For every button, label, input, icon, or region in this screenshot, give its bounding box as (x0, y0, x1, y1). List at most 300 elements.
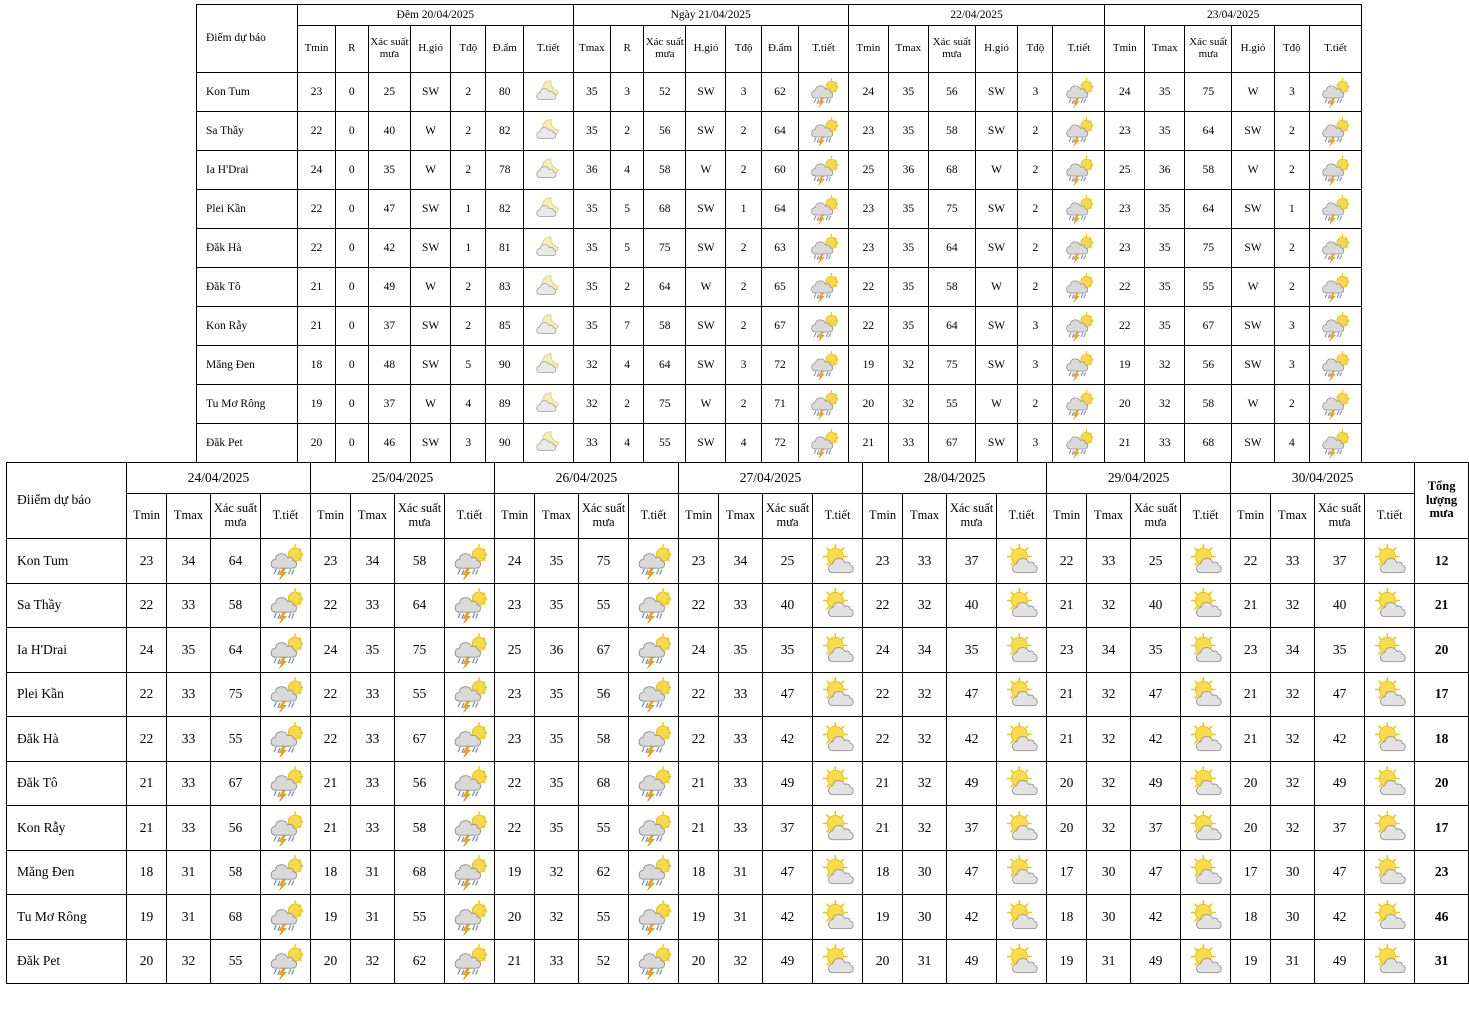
table-1-value-cell-d21-4: 3 (726, 73, 761, 112)
table-2-rainprob-2: 56 (579, 672, 629, 717)
forecast-table-1 (196, 4, 1362, 463)
table-1-value-cell-d23-3: SW (1232, 229, 1274, 268)
table-1-value-cell-d23-4: 3 (1274, 73, 1309, 112)
night-cloud-icon (524, 155, 573, 185)
table-1-value-cell-d23-0: 20 (1105, 385, 1145, 424)
table-2-place-name: Kon Tum (7, 539, 127, 584)
table-2-tmax-6: 32 (1271, 806, 1315, 851)
table-1-value-cell-d22-0: 20 (848, 385, 888, 424)
table-2-rainprob-0: 56 (211, 806, 261, 851)
col-winddir-d20: H.gió (411, 26, 451, 73)
table-1-value-cell-d23-4: 1 (1274, 190, 1309, 229)
table-2-column-header-row (7, 494, 1469, 539)
table-1-value-cell-d20-5: 82 (486, 190, 524, 229)
table-2-total-rain-value: 17 (1415, 806, 1469, 851)
table-2-rainprob-0: 55 (211, 717, 261, 762)
table-2-tmin-4: 22 (863, 672, 903, 717)
thunderstorm-icon (799, 155, 847, 185)
table-2-tmin-4: 20 (863, 939, 903, 984)
thunderstorm-icon (629, 587, 678, 623)
table-2-total-rain-value: 18 (1415, 717, 1469, 762)
table-2-col-header-5-1: Tmax (1087, 494, 1131, 539)
table-1-value-cell-d20-0: 22 (298, 190, 336, 229)
table-2-weather-icon-cell-2 (629, 539, 679, 584)
table-2-tmax-0: 35 (167, 628, 211, 673)
table-2-rainprob-0: 64 (211, 539, 261, 584)
table-1-value-cell-d23-2: 64 (1185, 112, 1232, 151)
table-2-rainprob-0: 67 (211, 761, 261, 806)
table-1-value-cell-d22-0: 19 (848, 346, 888, 385)
thunderstorm-icon (1053, 311, 1104, 341)
table-1-value-cell-d21-1: 2 (611, 385, 644, 424)
table-2-tmin-5: 21 (1047, 583, 1087, 628)
table-2-rainprob-2: 58 (579, 717, 629, 762)
table-2-weather-icon-cell-4 (997, 761, 1047, 806)
table-1-value-cell-d21-4: 2 (726, 385, 761, 424)
table-2-tmin-6: 21 (1231, 672, 1271, 717)
col-tmin-d20: Tmin (298, 26, 336, 73)
table-1-value-cell-d20-2: 42 (368, 229, 410, 268)
thunderstorm-icon (1053, 272, 1104, 302)
table-2-rainprob-2: 67 (579, 628, 629, 673)
table-1-value-cell-d20-1: 0 (335, 73, 368, 112)
table-1-value-cell-d23-2: 75 (1185, 229, 1232, 268)
table-1-value-cell-d23-3: SW (1232, 190, 1274, 229)
table-1-value-cell-d22-1: 35 (888, 190, 928, 229)
table-1-weather-icon-cell-d21 (799, 307, 848, 346)
sun-behind-cloud-icon (813, 587, 862, 623)
table-1-value-cell-d21-1: 5 (611, 190, 644, 229)
thunderstorm-icon (1310, 428, 1361, 458)
table-2-tmin-0: 20 (127, 939, 167, 984)
table-1-value-cell-d20-5: 83 (486, 268, 524, 307)
table-2-col-header-6-2: Xác suất mưa (1315, 494, 1365, 539)
table-1-value-cell-d20-3: W (411, 151, 451, 190)
table-1-weather-icon-cell-d23 (1309, 307, 1361, 346)
table-1-value-cell-d23-0: 22 (1105, 307, 1145, 346)
table-1-value-cell-d22-2: 58 (928, 268, 975, 307)
table-1-value-cell-d21-1: 5 (611, 229, 644, 268)
table-2-col-header-3-0: Tmin (679, 494, 719, 539)
table-2-col-header-2-3: T.tiết (629, 494, 679, 539)
table-1-value-cell-d22-0: 25 (848, 151, 888, 190)
table-2-rainprob-2: 55 (579, 806, 629, 851)
table-2-weather-icon-cell-3 (813, 850, 863, 895)
thunderstorm-icon (799, 77, 847, 107)
table-1-value-cell-d20-4: 2 (451, 268, 486, 307)
table-1-value-cell-d20-3: SW (411, 307, 451, 346)
table-2-tmin-0: 22 (127, 672, 167, 717)
table-1-value-cell-d22-3: W (975, 385, 1017, 424)
table-2-rainprob-3: 49 (763, 939, 813, 984)
table-1-value-cell-d23-0: 23 (1105, 112, 1145, 151)
table-2-col-header-1-3: T.tiết (445, 494, 495, 539)
table-1-value-cell-d23-1: 35 (1145, 307, 1185, 346)
table-1-place-name: Kon Rẫy (197, 307, 298, 346)
table-2-col-header-0-0: Tmin (127, 494, 167, 539)
col-windlevel-d22: Tđộ (1018, 26, 1053, 73)
table-2-tmin-6: 20 (1231, 806, 1271, 851)
sun-behind-cloud-icon (997, 632, 1046, 668)
table-2-tmin-2: 23 (495, 717, 535, 762)
col-tmax-d21: Tmax (573, 26, 611, 73)
col-winddir-d23: H.gió (1232, 26, 1274, 73)
table-1-value-cell-d23-2: 58 (1185, 385, 1232, 424)
table-1-place-name: Măng Đen (197, 346, 298, 385)
night-cloud-icon (524, 116, 573, 146)
table-2-rainprob-6: 40 (1315, 583, 1365, 628)
col-weather-d21: T.tiết (799, 26, 848, 73)
table-1-value-cell-d22-3: SW (975, 112, 1017, 151)
thunderstorm-icon (1053, 428, 1104, 458)
table-2-tmax-4: 30 (903, 895, 947, 940)
table-1-value-cell-d20-3: W (411, 268, 451, 307)
table-1-value-cell-d23-0: 23 (1105, 190, 1145, 229)
table-2-tmax-2: 35 (535, 806, 579, 851)
table-1-value-cell-d21-3: W (686, 385, 726, 424)
table-2-tmin-3: 22 (679, 717, 719, 762)
table-1-weather-icon-cell-d22 (1053, 73, 1105, 112)
table-2-tmin-3: 22 (679, 583, 719, 628)
table-2-tmin-1: 22 (311, 717, 351, 762)
table-2-tmin-5: 23 (1047, 628, 1087, 673)
table-1-weather-icon-cell-d20 (524, 346, 574, 385)
table-2-tmin-0: 22 (127, 583, 167, 628)
table-1-value-cell-d20-1: 0 (335, 268, 368, 307)
table-1-value-cell-d23-1: 35 (1145, 112, 1185, 151)
table-1-value-cell-d23-2: 75 (1185, 73, 1232, 112)
table-2-tmax-6: 33 (1271, 539, 1315, 584)
table-1-place-name: Sa Thầy (197, 112, 298, 151)
table-2-place-name: Ia H'Drai (7, 628, 127, 673)
thunderstorm-icon (629, 810, 678, 846)
sun-behind-cloud-icon (1365, 721, 1414, 757)
table-1-value-cell-d21-1: 2 (611, 268, 644, 307)
table-2-rainprob-4: 42 (947, 895, 997, 940)
sun-behind-cloud-icon (813, 810, 862, 846)
thunderstorm-icon (629, 765, 678, 801)
table-2-tmax-2: 35 (535, 583, 579, 628)
table-1-value-cell-d20-5: 90 (486, 346, 524, 385)
table-1-value-cell-d21-4: 1 (726, 190, 761, 229)
table-2-rainprob-5: 42 (1131, 717, 1181, 762)
table-1-value-cell-d22-4: 3 (1018, 73, 1053, 112)
table-1-value-cell-d20-5: 81 (486, 229, 524, 268)
table-2-tmax-4: 32 (903, 672, 947, 717)
table-1-header (197, 5, 1362, 73)
sun-behind-cloud-icon (1365, 543, 1414, 579)
sun-behind-cloud-icon (1181, 676, 1230, 712)
table-2-weather-icon-cell-4 (997, 717, 1047, 762)
night-cloud-icon (524, 77, 573, 107)
table-2-tmin-1: 22 (311, 583, 351, 628)
sun-behind-cloud-icon (1181, 587, 1230, 623)
table-2-rainprob-1: 68 (395, 850, 445, 895)
table-1-value-cell-d22-1: 35 (888, 268, 928, 307)
table-2-total-rain-value: 21 (1415, 583, 1469, 628)
table-1-value-cell-d20-4: 2 (451, 151, 486, 190)
night-cloud-icon (524, 350, 573, 380)
table-2-rainprob-4: 47 (947, 672, 997, 717)
thunderstorm-icon (629, 943, 678, 979)
table-1-value-cell-d23-4: 2 (1274, 268, 1309, 307)
table-2-place-name: Măng Đen (7, 850, 127, 895)
table-2-tmax-6: 30 (1271, 850, 1315, 895)
table-2-weather-icon-cell-1 (445, 539, 495, 584)
table-2-tmax-1: 31 (351, 850, 395, 895)
table-2-weather-icon-cell-5 (1181, 806, 1231, 851)
table-2-total-rain-value: 46 (1415, 895, 1469, 940)
table-2-rainprob-0: 75 (211, 672, 261, 717)
table-2-col-header-4-0: Tmin (863, 494, 903, 539)
table-2-tmin-3: 23 (679, 539, 719, 584)
table-row (197, 112, 1362, 151)
col-tmin-d23: Tmin (1105, 26, 1145, 73)
table-2-weather-icon-cell-6 (1365, 539, 1415, 584)
table-2-weather-icon-cell-5 (1181, 717, 1231, 762)
table-2-tmin-0: 21 (127, 761, 167, 806)
table-2-weather-icon-cell-1 (445, 761, 495, 806)
thunderstorm-icon (261, 632, 310, 668)
table-2-rainprob-4: 49 (947, 939, 997, 984)
table-1-weather-icon-cell-d22 (1053, 346, 1105, 385)
table-2-tmin-6: 23 (1231, 628, 1271, 673)
table-1-weather-icon-cell-d22 (1053, 151, 1105, 190)
table-1-value-cell-d21-5: 64 (761, 190, 799, 229)
thunderstorm-icon (799, 194, 847, 224)
table-1-value-cell-d23-0: 23 (1105, 229, 1145, 268)
table-1-value-cell-d22-1: 35 (888, 73, 928, 112)
table-1-value-cell-d22-1: 35 (888, 112, 928, 151)
table-1-value-cell-d22-2: 75 (928, 346, 975, 385)
table-2-weather-icon-cell-2 (629, 806, 679, 851)
table-2-tmax-3: 32 (719, 939, 763, 984)
table-2-rainprob-5: 40 (1131, 583, 1181, 628)
table-2-rainprob-2: 75 (579, 539, 629, 584)
thunderstorm-icon (799, 116, 847, 146)
table-2-rainprob-1: 64 (395, 583, 445, 628)
table-2-col-header-5-2: Xác suất mưa (1131, 494, 1181, 539)
table-2-tmax-2: 32 (535, 895, 579, 940)
table-2-weather-icon-cell-2 (629, 628, 679, 673)
table-2-tmax-0: 33 (167, 672, 211, 717)
table-1-value-cell-d21-5: 63 (761, 229, 799, 268)
table-2-col-header-1-1: Tmax (351, 494, 395, 539)
table-2-tmax-3: 33 (719, 583, 763, 628)
table-1-value-cell-d21-3: SW (686, 346, 726, 385)
table-row (7, 895, 1469, 940)
table-1-value-cell-d20-4: 1 (451, 229, 486, 268)
table-2-rainprob-3: 25 (763, 539, 813, 584)
sun-behind-cloud-icon (1365, 632, 1414, 668)
table-row (7, 672, 1469, 717)
table-1-value-cell-d22-3: SW (975, 307, 1017, 346)
table-2-tmax-4: 32 (903, 717, 947, 762)
sun-behind-cloud-icon (1181, 765, 1230, 801)
table-1-value-cell-d20-3: SW (411, 346, 451, 385)
table-2-rainprob-3: 40 (763, 583, 813, 628)
sun-behind-cloud-icon (997, 899, 1046, 935)
thunderstorm-icon (445, 543, 494, 579)
sun-behind-cloud-icon (813, 854, 862, 890)
table-2-rainprob-3: 42 (763, 895, 813, 940)
table-2-tmin-1: 19 (311, 895, 351, 940)
table-2-weather-icon-cell-0 (261, 672, 311, 717)
table-1-value-cell-d20-2: 47 (368, 190, 410, 229)
table-1-value-cell-d23-4: 3 (1274, 307, 1309, 346)
table-1-weather-icon-cell-d23 (1309, 112, 1361, 151)
thunderstorm-icon (445, 943, 494, 979)
table-1-value-cell-d20-1: 0 (335, 385, 368, 424)
sun-behind-cloud-icon (997, 721, 1046, 757)
table-1-value-cell-d22-2: 64 (928, 229, 975, 268)
table-2-tmax-5: 32 (1087, 761, 1131, 806)
table-2-col-header-4-1: Tmax (903, 494, 947, 539)
table-2-weather-icon-cell-4 (997, 895, 1047, 940)
table-2-tmax-3: 33 (719, 761, 763, 806)
sun-behind-cloud-icon (997, 676, 1046, 712)
table-2-date-group-3: 27/04/2025 (679, 463, 863, 494)
table-1-value-cell-d20-0: 18 (298, 346, 336, 385)
thunderstorm-icon (629, 543, 678, 579)
table-2-tmin-3: 19 (679, 895, 719, 940)
table-1-value-cell-d21-1: 4 (611, 346, 644, 385)
table-2-col-header-2-2: Xác suất mưa (579, 494, 629, 539)
table-1-weather-icon-cell-d21 (799, 385, 848, 424)
table-2-weather-icon-cell-5 (1181, 761, 1231, 806)
sun-behind-cloud-icon (813, 721, 862, 757)
table-1-value-cell-d22-0: 23 (848, 229, 888, 268)
table-2-tmin-0: 19 (127, 895, 167, 940)
table-1-value-cell-d23-4: 4 (1274, 424, 1309, 463)
sun-behind-cloud-icon (997, 543, 1046, 579)
table-2-weather-icon-cell-4 (997, 583, 1047, 628)
table-1-weather-icon-cell-d22 (1053, 268, 1105, 307)
table-2-weather-icon-cell-6 (1365, 717, 1415, 762)
sun-behind-cloud-icon (1181, 632, 1230, 668)
table-1-weather-icon-cell-d22 (1053, 112, 1105, 151)
table-2-tmin-3: 22 (679, 672, 719, 717)
table-1-value-cell-d23-3: SW (1232, 346, 1274, 385)
thunderstorm-icon (261, 899, 310, 935)
table-2-rainprob-1: 67 (395, 717, 445, 762)
table-1-value-cell-d23-0: 24 (1105, 73, 1145, 112)
thunderstorm-icon (629, 899, 678, 935)
table-1-value-cell-d23-3: W (1232, 73, 1274, 112)
table-1-weather-icon-cell-d23 (1309, 268, 1361, 307)
table-1-value-cell-d21-1: 3 (611, 73, 644, 112)
table-1-value-cell-d21-3: SW (686, 307, 726, 346)
table-1-value-cell-d20-2: 37 (368, 385, 410, 424)
thunderstorm-icon (629, 676, 678, 712)
table-2-rainprob-2: 62 (579, 850, 629, 895)
table-2-weather-icon-cell-2 (629, 672, 679, 717)
table-1-value-cell-d21-3: SW (686, 424, 726, 463)
col-rainprob-d23: Xác suất mưa (1185, 26, 1232, 73)
table-2-rainprob-0: 55 (211, 939, 261, 984)
table-1-row-header-label: Điểm dự báo (197, 5, 298, 73)
thunderstorm-icon (261, 587, 310, 623)
table-1-value-cell-d23-1: 33 (1145, 424, 1185, 463)
table-1-value-cell-d21-2: 52 (644, 73, 686, 112)
table-1-value-cell-d21-1: 4 (611, 424, 644, 463)
col-tmin-d22: Tmin (848, 26, 888, 73)
table-2-rainprob-1: 58 (395, 806, 445, 851)
thunderstorm-icon (1053, 77, 1104, 107)
thunderstorm-icon (445, 810, 494, 846)
table-1-value-cell-d22-4: 3 (1018, 307, 1053, 346)
night-cloud-icon (524, 272, 573, 302)
table-1-value-cell-d21-5: 72 (761, 346, 799, 385)
table-1-weather-icon-cell-d20 (524, 190, 574, 229)
thunderstorm-icon (1310, 116, 1361, 146)
table-1-value-cell-d22-2: 67 (928, 424, 975, 463)
sun-behind-cloud-icon (813, 676, 862, 712)
table-2-rainprob-2: 52 (579, 939, 629, 984)
table-2-tmin-3: 24 (679, 628, 719, 673)
table-2-rainprob-2: 68 (579, 761, 629, 806)
table-2-total-rain-value: 23 (1415, 850, 1469, 895)
table-1-value-cell-d21-2: 58 (644, 151, 686, 190)
table-1-value-cell-d23-4: 2 (1274, 112, 1309, 151)
table-1-value-cell-d20-1: 0 (335, 346, 368, 385)
table-2-tmax-6: 31 (1271, 939, 1315, 984)
thunderstorm-icon (799, 311, 847, 341)
table-1-value-cell-d23-2: 67 (1185, 307, 1232, 346)
table-1-value-cell-d23-3: SW (1232, 424, 1274, 463)
table-2-tmin-1: 20 (311, 939, 351, 984)
table-2-tmin-5: 22 (1047, 539, 1087, 584)
table-2-place-name: Sa Thầy (7, 583, 127, 628)
col-tmax-d23: Tmax (1145, 26, 1185, 73)
table-2-weather-icon-cell-2 (629, 850, 679, 895)
table-2-rainprob-6: 35 (1315, 628, 1365, 673)
table-2-tmax-5: 32 (1087, 583, 1131, 628)
table-1-value-cell-d21-0: 35 (573, 73, 611, 112)
sun-behind-cloud-icon (1365, 587, 1414, 623)
table-1-value-cell-d21-5: 62 (761, 73, 799, 112)
table-1-value-cell-d23-4: 2 (1274, 151, 1309, 190)
table-2-tmin-2: 24 (495, 539, 535, 584)
thunderstorm-icon (1053, 116, 1104, 146)
table-2-date-header-row (7, 463, 1469, 494)
col-rainprob-d20: Xác suất mưa (368, 26, 410, 73)
table-1-value-cell-d20-1: 0 (335, 229, 368, 268)
table-2-tmax-2: 35 (535, 672, 579, 717)
table-2-tmax-0: 34 (167, 539, 211, 584)
table-1-value-cell-d22-0: 21 (848, 424, 888, 463)
table-2-tmax-4: 33 (903, 539, 947, 584)
table-2-weather-icon-cell-5 (1181, 539, 1231, 584)
col-humidity-d20: Đ.ẩm (486, 26, 524, 73)
table-2-weather-icon-cell-0 (261, 939, 311, 984)
table-2-weather-icon-cell-6 (1365, 850, 1415, 895)
table-1-value-cell-d22-3: W (975, 151, 1017, 190)
forecast-table-2 (6, 462, 1469, 984)
table-2-weather-icon-cell-1 (445, 628, 495, 673)
table-1-value-cell-d21-3: W (686, 268, 726, 307)
table-row (7, 939, 1469, 984)
table-1-place-name: Đăk Hà (197, 229, 298, 268)
table-2-place-name: Tu Mơ Rông (7, 895, 127, 940)
col-weather-d23: T.tiết (1309, 26, 1361, 73)
table-1-weather-icon-cell-d23 (1309, 73, 1361, 112)
table-2-date-group-6: 30/04/2025 (1231, 463, 1415, 494)
table-2-tmax-1: 33 (351, 672, 395, 717)
thunderstorm-icon (1053, 389, 1104, 419)
table-2-weather-icon-cell-2 (629, 583, 679, 628)
table-2-weather-icon-cell-6 (1365, 806, 1415, 851)
